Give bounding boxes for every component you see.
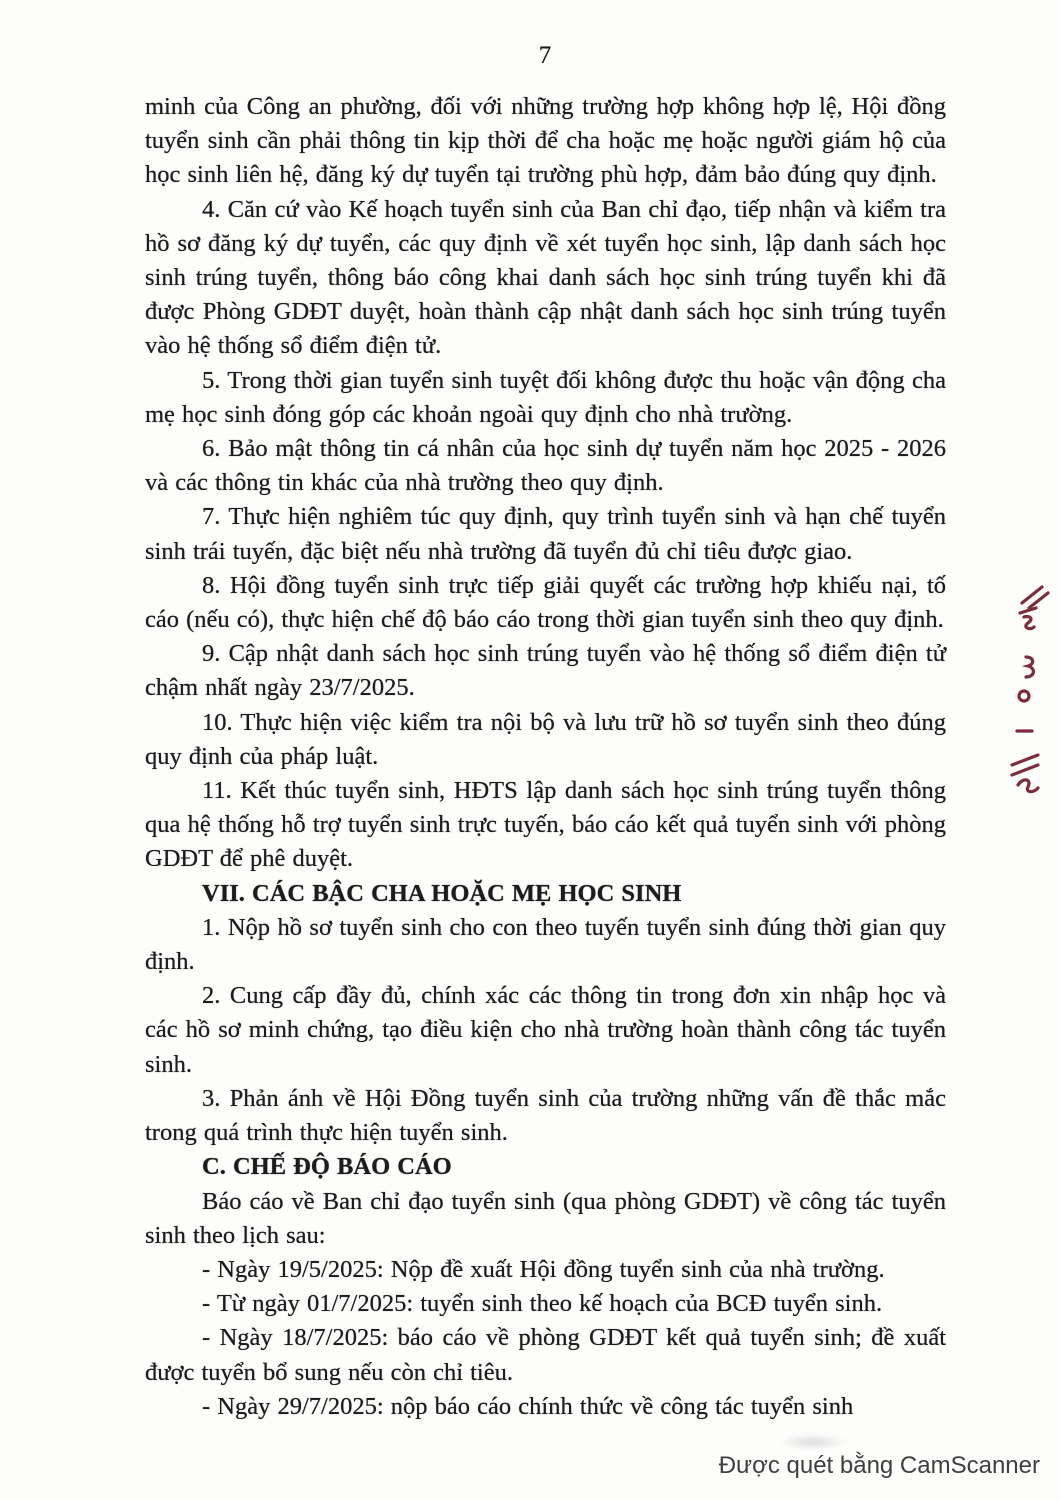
document-body: [145, 90, 946, 1424]
paragraph-parent-1: 1. Nộp hồ sơ tuyển sinh cho con theo tuyến tuyển sinh đúng thời gian quy định.: [145, 913, 946, 976]
page-number: 7: [538, 42, 552, 69]
paragraph-item-5: 5. Trong thời gian tuyển sinh tuyệt đối không được thu hoặc vận động cha mẹ học sinh đóng góp các khoản ngoài quy định cho nhà trường.: [145, 366, 946, 428]
paragraph-item-7: 7. Thực hiện nghiêm túc quy định, quy trình tuyển sinh và hạn chế tuyển sinh trái tuyến, đặc biệt nếu nhà trường đã tuyển đủ chỉ tiêu được giao.: [145, 503, 946, 565]
paragraph-date-29-7: - Ngày 29/7/2025: nộp báo cáo chính thức về công tác tuyển sinh: [202, 1392, 854, 1420]
paragraph-parent-2: 2. Cung cấp đầy đủ, chính xác các thông tin trong đơn xin nhập học và các hồ sơ minh chứng, tạo điều kiện cho nhà trường hoàn thành công tác tuyển sinh.: [145, 982, 946, 1078]
section-heading-vii: VII. CÁC BẬC CHA HOẶC MẸ HỌC SINH: [202, 879, 682, 907]
paragraph-item-6: 6. Bảo mật thông tin cá nhân của học sinh dự tuyển năm học 2025 - 2026 và các thông tin khác của nhà trường theo quy định.: [145, 435, 946, 497]
paragraph-date-18-7: - Ngày 18/7/2025: báo cáo về phòng GDĐT kết quả tuyển sinh; đề xuất được tuyển bổ sung nếu còn chỉ tiêu.: [145, 1324, 946, 1386]
section-heading-c: C. CHẾ ĐỘ BÁO CÁO: [202, 1153, 452, 1181]
camscanner-footer: Được quét bằng CamScanner: [718, 1452, 1040, 1479]
handwritten-mark-icon: [1002, 583, 1054, 798]
paragraph-item-11: 11. Kết thúc tuyển sinh, HĐTS lập danh sách học sinh trúng tuyển thông qua hệ thống hỗ trợ tuyển sinh trực tuyến, báo cáo kết quả tuyển sinh với phòng GDĐT để phê duyệt.: [145, 777, 946, 873]
paragraph-item-9: 9. Cập nhật danh sách học sinh trúng tuyển vào hệ thống sổ điểm điện tử chậm nhất ngày 23/7/2025.: [145, 640, 946, 702]
paragraph-continuation: minh của Công an phường, đối với những trường hợp không hợp lệ, Hội đồng tuyển sinh cần phải thông tin kịp thời để cha hoặc mẹ hoặc người giám hộ của học sinh liên hệ, đăng ký dự tuyển tại trường phù hợp, đảm bảo đúng quy định.: [145, 93, 946, 189]
paragraph-date-19-5: - Ngày 19/5/2025: Nộp đề xuất Hội đồng tuyển sinh của nhà trường.: [202, 1255, 885, 1283]
paragraph-date-01-7: - Từ ngày 01/7/2025: tuyển sinh theo kế hoạch của BCĐ tuyển sinh.: [202, 1290, 883, 1318]
paragraph-parent-3: 3. Phản ánh về Hội Đồng tuyển sinh của trường những vấn đề thắc mắc trong quá trình thực hiện tuyển sinh.: [145, 1084, 946, 1147]
paragraph-item-4: 4. Căn cứ vào Kế hoạch tuyển sinh của Ban chỉ đạo, tiếp nhận và kiểm tra hồ sơ đăng ký dự tuyển, các quy định về xét tuyển học sinh, lập danh sách học sinh trúng tuyển, thông báo công khai danh sách học sinh trúng tuyển khi đã được Phòng GDĐT duyệt, hoàn thành cập nhật danh sách học sinh trúng tuyển vào hệ thống sổ điểm điện tử.: [145, 195, 946, 360]
paragraph-item-8: 8. Hội đồng tuyển sinh trực tiếp giải quyết các trường hợp khiếu nại, tố cáo (nếu có), thực hiện chế độ báo cáo trong thời gian tuyển sinh theo quy định.: [145, 571, 946, 634]
paragraph-item-10: 10. Thực hiện việc kiểm tra nội bộ và lưu trữ hồ sơ tuyển sinh theo đúng quy định của pháp luật.: [145, 708, 946, 770]
scan-smudge: [778, 1434, 848, 1450]
paragraph-report-intro: Báo cáo về Ban chỉ đạo tuyển sinh (qua phòng GDĐT) về công tác tuyển sinh theo lịch sau:: [145, 1187, 946, 1249]
